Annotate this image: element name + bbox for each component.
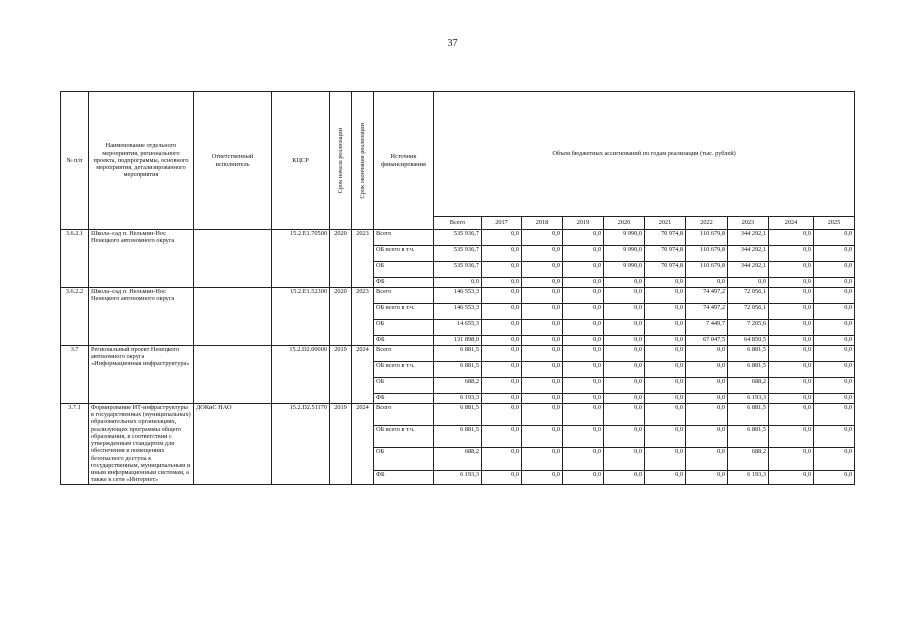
row-value: 146 553,3	[434, 288, 482, 304]
header-row	[61, 92, 855, 217]
row-value: 0,0	[645, 304, 686, 320]
row-value: 0,0	[645, 394, 686, 404]
row-value: 0,0	[728, 278, 769, 288]
row-value: 0,0	[563, 230, 604, 246]
row-source: ОБ	[374, 448, 434, 470]
row-value: 0,0	[482, 362, 522, 378]
row-value: 110 679,8	[686, 230, 728, 246]
row-value: 0,0	[686, 278, 728, 288]
row-value: 0,0	[814, 246, 855, 262]
row-value: 0,0	[769, 336, 814, 346]
row-value: 344 292,1	[728, 246, 769, 262]
row-num: 3.7.1	[61, 404, 89, 485]
row-executor: ДОКиС НАО	[194, 404, 272, 485]
row-source: ФБ	[374, 336, 434, 346]
row-value: 6 193,3	[434, 470, 482, 484]
row-value: 0,0	[522, 394, 563, 404]
row-value: 0,0	[563, 346, 604, 362]
row-value: 14 655,3	[434, 320, 482, 336]
row-executor	[194, 230, 272, 288]
row-value: 6 881,5	[434, 426, 482, 448]
row-executor	[194, 346, 272, 404]
row-value: 110 679,8	[686, 262, 728, 278]
row-value: 688,2	[728, 378, 769, 394]
row-value: 688,2	[728, 448, 769, 470]
row-value: 146 553,3	[434, 304, 482, 320]
row-end: 2024	[352, 346, 374, 404]
row-value: 0,0	[645, 362, 686, 378]
row-value: 0,0	[769, 404, 814, 426]
row-value: 0,0	[563, 336, 604, 346]
row-value: 0,0	[769, 304, 814, 320]
row-value: 0,0	[645, 426, 686, 448]
row-source: Всего	[374, 346, 434, 362]
row-value: 0,0	[814, 404, 855, 426]
header-end: Срок окончания реализации	[352, 92, 374, 230]
row-value: 7 449,7	[686, 320, 728, 336]
row-value: 0,0	[482, 394, 522, 404]
row-value: 0,0	[769, 230, 814, 246]
row-value: 72 056,1	[728, 304, 769, 320]
page-number: 37	[447, 38, 458, 49]
row-value: 9 990,0	[604, 262, 645, 278]
row-num: 3.6.2.1	[61, 230, 89, 288]
row-value: 0,0	[769, 470, 814, 484]
row-value: 0,0	[563, 362, 604, 378]
row-value: 0,0	[563, 394, 604, 404]
row-value: 0,0	[604, 346, 645, 362]
header-num: № п/п	[61, 92, 89, 230]
row-value: 344 292,1	[728, 230, 769, 246]
row-value: 0,0	[522, 404, 563, 426]
header-year: 2022	[686, 217, 728, 230]
row-value: 0,0	[522, 262, 563, 278]
row-value: 70 974,8	[645, 262, 686, 278]
row-value: 6 881,5	[728, 362, 769, 378]
row-value: 0,0	[482, 470, 522, 484]
row-value: 0,0	[604, 278, 645, 288]
row-value: 0,0	[645, 336, 686, 346]
row-source: Всего	[374, 404, 434, 426]
row-source: ОБ всего в т.ч.	[374, 426, 434, 448]
row-value: 0,0	[482, 426, 522, 448]
row-value: 0,0	[522, 378, 563, 394]
row-value: 0,0	[814, 378, 855, 394]
header-year: 2018	[522, 217, 563, 230]
row-value: 0,0	[522, 336, 563, 346]
row-value: 6 193,3	[434, 394, 482, 404]
row-start: 2020	[330, 288, 352, 346]
row-value: 0,0	[522, 246, 563, 262]
row-source: ОБ	[374, 378, 434, 394]
row-source: Всего	[374, 288, 434, 304]
row-value: 0,0	[522, 346, 563, 362]
row-name: Школа–сад п. Нельмин-Нос Ненецкого автономного округа	[89, 230, 194, 288]
row-value: 0,0	[522, 278, 563, 288]
row-value: 0,0	[434, 278, 482, 288]
row-value: 0,0	[645, 448, 686, 470]
header-year: 2019	[563, 217, 604, 230]
row-value: 688,2	[434, 448, 482, 470]
row-start: 2019	[330, 346, 352, 404]
row-value: 0,0	[769, 320, 814, 336]
row-value: 0,0	[769, 394, 814, 404]
row-value: 6 881,5	[728, 346, 769, 362]
header-start: Срок начала реализации	[330, 92, 352, 230]
row-value: 0,0	[522, 304, 563, 320]
row-value: 0,0	[686, 448, 728, 470]
row-value: 0,0	[563, 246, 604, 262]
row-value: 688,2	[434, 378, 482, 394]
row-value: 344 292,1	[728, 262, 769, 278]
header-year: 2024	[769, 217, 814, 230]
row-value: 70 974,8	[645, 246, 686, 262]
header-executor: Ответственный исполнитель	[194, 92, 272, 230]
row-value: 0,0	[482, 288, 522, 304]
row-value: 0,0	[604, 470, 645, 484]
row-kcsr: 15.2.E1.70500	[272, 230, 330, 288]
header-year: 2021	[645, 217, 686, 230]
row-value: 0,0	[645, 288, 686, 304]
row-value: 0,0	[482, 278, 522, 288]
row-value: 0,0	[604, 362, 645, 378]
row-value: 6 881,5	[434, 346, 482, 362]
row-value: 6 881,5	[728, 404, 769, 426]
row-value: 0,0	[645, 470, 686, 484]
row-value: 0,0	[769, 426, 814, 448]
row-num: 3.6.2.2	[61, 288, 89, 346]
row-source: ОБ	[374, 320, 434, 336]
row-value: 0,0	[563, 448, 604, 470]
row-source: ФБ	[374, 278, 434, 288]
row-name: Формирование ИТ-инфраструктуры в государственных (муниципальных) образовательных организациях, реализующих программы общего образования, в соответствии с утвержденным стандартом для обеспечения в помещениях безопасного доступа к государственным, муниципальным и иным информационным системам, а также к сети «Интернет»	[89, 404, 194, 485]
row-value: 0,0	[604, 404, 645, 426]
row-kcsr: 15.2.D2.00000	[272, 346, 330, 404]
row-value: 0,0	[482, 246, 522, 262]
row-value: 0,0	[814, 346, 855, 362]
header-year: 2023	[728, 217, 769, 230]
row-value: 67 047,5	[686, 336, 728, 346]
row-end: 2024	[352, 404, 374, 485]
row-value: 0,0	[522, 426, 563, 448]
row-value: 0,0	[769, 288, 814, 304]
header-kcsr: КЦСР	[272, 92, 330, 230]
row-value: 0,0	[522, 362, 563, 378]
row-source: ОБ всего в т.ч.	[374, 362, 434, 378]
row-value: 0,0	[686, 378, 728, 394]
row-value: 0,0	[686, 470, 728, 484]
row-value: 0,0	[482, 304, 522, 320]
row-value: 0,0	[769, 262, 814, 278]
row-value: 0,0	[686, 404, 728, 426]
row-value: 0,0	[645, 320, 686, 336]
row-value: 0,0	[604, 288, 645, 304]
row-value: 0,0	[769, 346, 814, 362]
row-source: ОБ всего в т.ч.	[374, 304, 434, 320]
table-row	[61, 288, 855, 304]
row-value: 0,0	[563, 470, 604, 484]
row-value: 64 850,5	[728, 336, 769, 346]
row-value: 6 193,3	[728, 394, 769, 404]
row-value: 0,0	[522, 320, 563, 336]
row-source: ОБ всего в т.ч.	[374, 246, 434, 262]
row-source: ФБ	[374, 394, 434, 404]
row-value: 0,0	[482, 346, 522, 362]
row-end: 2023	[352, 288, 374, 346]
row-value: 0,0	[686, 346, 728, 362]
row-value: 0,0	[814, 448, 855, 470]
row-value: 0,0	[604, 394, 645, 404]
row-value: 0,0	[482, 336, 522, 346]
row-source: ОБ	[374, 262, 434, 278]
header-year: Всего	[434, 217, 482, 230]
row-value: 0,0	[814, 262, 855, 278]
row-value: 9 990,0	[604, 246, 645, 262]
row-value: 535 936,7	[434, 246, 482, 262]
row-value: 0,0	[563, 262, 604, 278]
row-value: 0,0	[522, 230, 563, 246]
header-volume: Объем бюджетных ассигнований по годам реализации (тыс. рублей)	[434, 92, 855, 217]
row-value: 110 679,8	[686, 246, 728, 262]
row-value: 0,0	[482, 404, 522, 426]
row-kcsr: 15.2.D2.51170	[272, 404, 330, 485]
table-row	[61, 346, 855, 362]
row-value: 0,0	[814, 288, 855, 304]
header-name: Наименование отдельного мероприятия, регионального проекта, подпрограммы, основного мероприятия, детализированного мероприятия	[89, 92, 194, 230]
row-source: Всего	[374, 230, 434, 246]
row-value: 0,0	[769, 378, 814, 394]
row-value: 0,0	[563, 378, 604, 394]
row-value: 0,0	[814, 394, 855, 404]
row-start: 2019	[330, 404, 352, 485]
row-value: 0,0	[814, 278, 855, 288]
row-value: 131 898,0	[434, 336, 482, 346]
table-row	[61, 404, 855, 426]
table-body	[61, 230, 855, 485]
row-value: 0,0	[522, 288, 563, 304]
row-kcsr: 15.2.E1.52300	[272, 288, 330, 346]
row-value: 0,0	[563, 278, 604, 288]
row-executor	[194, 288, 272, 346]
header-year: 2017	[482, 217, 522, 230]
row-value: 72 056,1	[728, 288, 769, 304]
row-value: 0,0	[482, 378, 522, 394]
header-source: Источник финансирования	[374, 92, 434, 230]
row-value: 535 936,7	[434, 262, 482, 278]
row-value: 0,0	[604, 426, 645, 448]
row-value: 0,0	[769, 278, 814, 288]
row-value: 0,0	[645, 378, 686, 394]
row-value: 0,0	[604, 320, 645, 336]
row-value: 0,0	[769, 246, 814, 262]
row-name: Школа–сад п. Нельмин-Нос Ненецкого автономного округа	[89, 288, 194, 346]
row-value: 0,0	[686, 426, 728, 448]
row-value: 9 990,0	[604, 230, 645, 246]
row-value: 0,0	[522, 448, 563, 470]
row-value: 6 881,5	[434, 404, 482, 426]
row-value: 0,0	[604, 336, 645, 346]
row-value: 535 936,7	[434, 230, 482, 246]
row-value: 7 205,6	[728, 320, 769, 336]
row-value: 0,0	[814, 304, 855, 320]
row-value: 0,0	[645, 278, 686, 288]
row-source: ФБ	[374, 470, 434, 484]
row-value: 0,0	[563, 304, 604, 320]
row-num: 3.7	[61, 346, 89, 404]
row-value: 0,0	[814, 230, 855, 246]
row-value: 0,0	[814, 426, 855, 448]
row-value: 0,0	[482, 262, 522, 278]
row-value: 0,0	[604, 304, 645, 320]
row-value: 0,0	[645, 404, 686, 426]
table-row	[61, 230, 855, 246]
row-value: 0,0	[769, 448, 814, 470]
row-value: 0,0	[604, 448, 645, 470]
row-value: 74 497,2	[686, 304, 728, 320]
row-value: 0,0	[645, 346, 686, 362]
row-value: 0,0	[814, 470, 855, 484]
row-value: 6 193,3	[728, 470, 769, 484]
row-value: 74 497,2	[686, 288, 728, 304]
row-value: 0,0	[522, 470, 563, 484]
row-value: 6 881,5	[434, 362, 482, 378]
row-value: 0,0	[604, 378, 645, 394]
row-value: 0,0	[482, 320, 522, 336]
header-year: 2020	[604, 217, 645, 230]
row-value: 0,0	[482, 230, 522, 246]
row-value: 0,0	[563, 288, 604, 304]
row-value: 0,0	[814, 362, 855, 378]
row-value: 0,0	[686, 362, 728, 378]
row-value: 6 881,5	[728, 426, 769, 448]
budget-table	[60, 91, 855, 485]
row-value: 0,0	[686, 394, 728, 404]
row-value: 0,0	[769, 362, 814, 378]
row-value: 0,0	[814, 336, 855, 346]
row-value: 0,0	[563, 404, 604, 426]
header-year: 2025	[814, 217, 855, 230]
row-value: 0,0	[482, 448, 522, 470]
row-value: 0,0	[563, 426, 604, 448]
row-end: 2023	[352, 230, 374, 288]
row-value: 70 974,8	[645, 230, 686, 246]
row-value: 0,0	[814, 320, 855, 336]
row-value: 0,0	[563, 320, 604, 336]
row-name: Региональный проект Ненецкого автономного округа «Информационная инфраструктура»	[89, 346, 194, 404]
row-start: 2020	[330, 230, 352, 288]
